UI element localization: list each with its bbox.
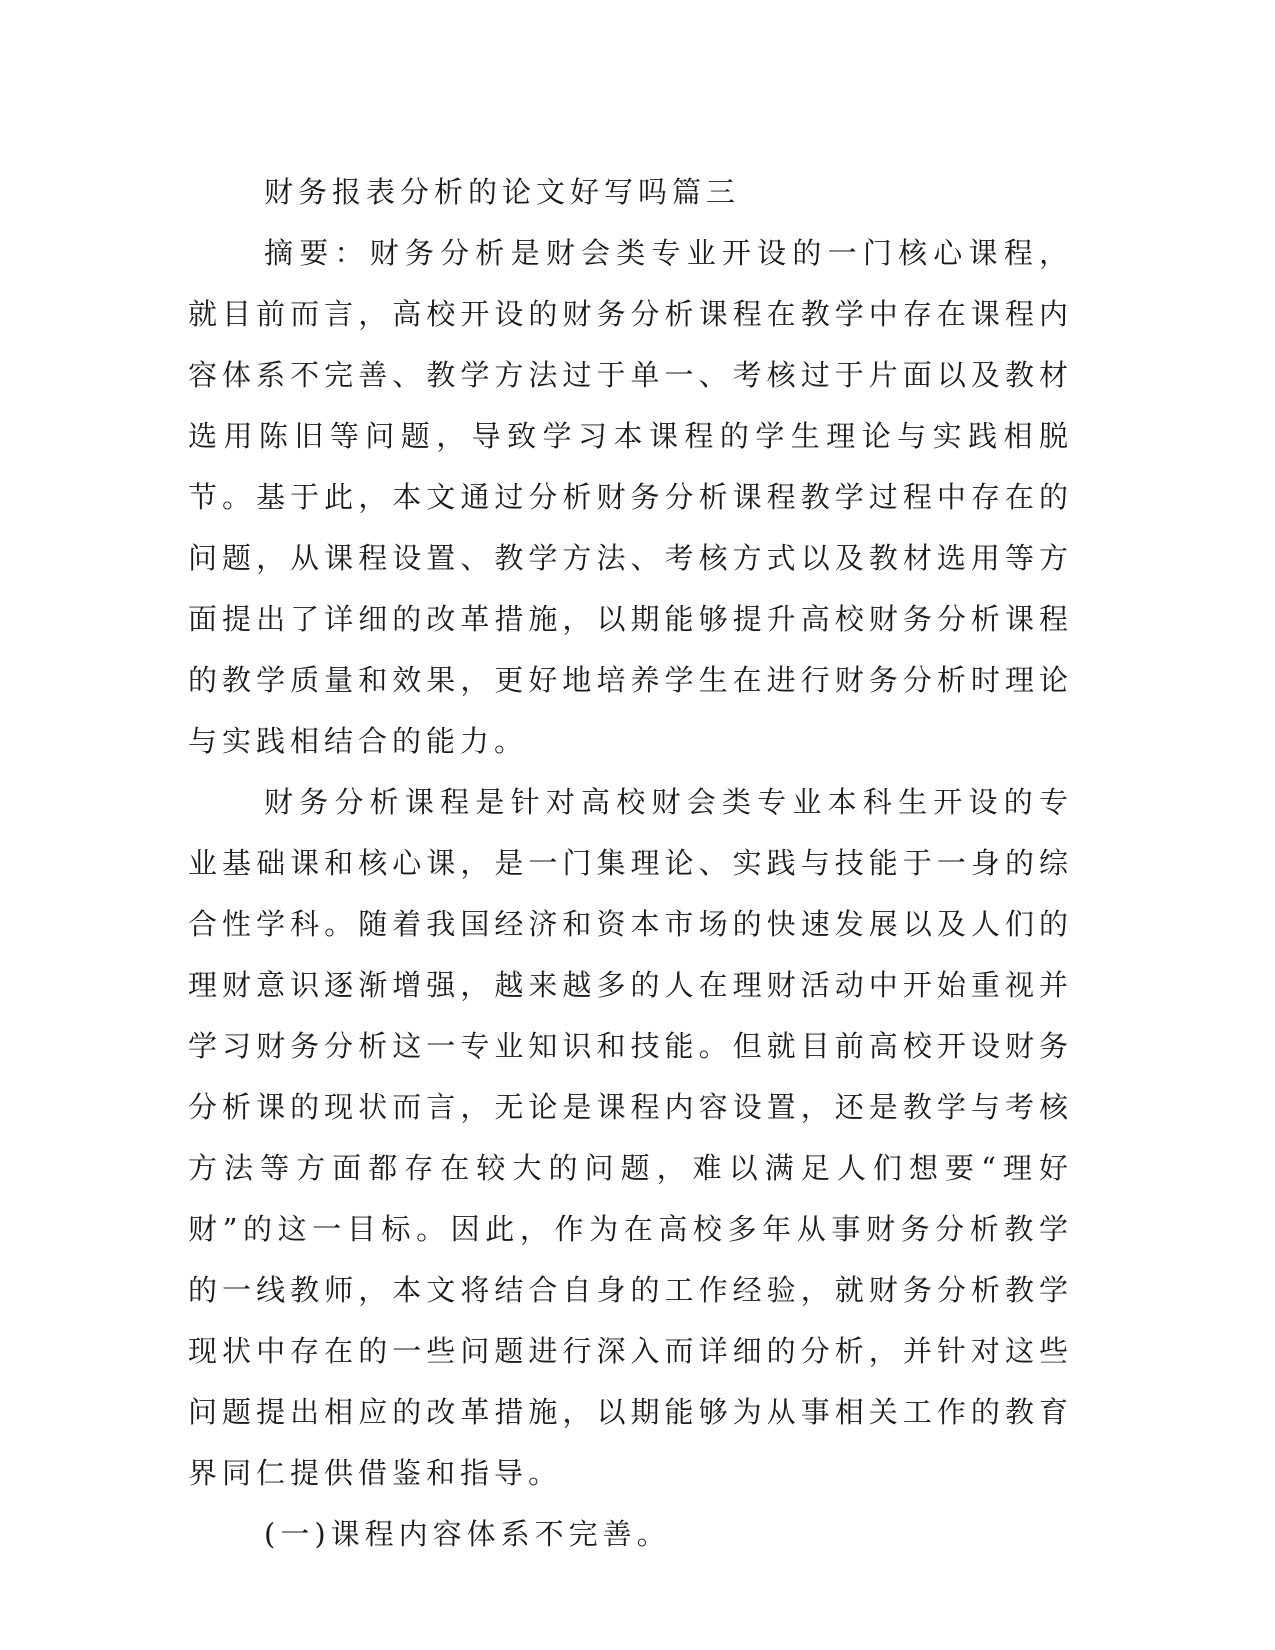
abstract-paragraph: 摘要：财务分析是财会类专业开设的一门核心课程，就目前而言，高校开设的财务分析课程在教学中存在课程内容体系不完善、教学方法过于单一、考核过于片面以及教材选用陈旧等问题，导致学习本课程的学生理论与实践相脱节。基于此，本文通过分析财务分析课程教学过程中存在的问题，从课程设置、教学方法、考核方式以及教材选用等方面提出了详细的改革措施，以期能够提升高校财务分析课程的教学质量和效果，更好地培养学生在进行财务分析时理论与实践相结合的能力。 [188, 236, 1073, 758]
intro-paragraph: 财务分析课程是针对高校财会类专业本科生开设的专业基础课和核心课，是一门集理论、实践与技能于一身的综合性学科。随着我国经济和资本市场的快速发展以及人们的理财意识逐渐增强，越来越多的人在理财活动中开始重视并学习财务分析这一专业知识和技能。但就目前高校开设财务分析课的现状而言，无论是课程内容设置，还是教学与考核方法等方面都存在较大的问题，难以满足人们想要“理好财”的这一目标。因此，作为在高校多年从事财务分析教学的一线教师，本文将结合自身的工作经验，就财务分析教学现状中存在的一些问题进行深入而详细的分析，并针对这些问题提出相应的改革措施，以期能够为从事相关工作的教育界同仁提供借鉴和指导。 [188, 785, 1073, 1490]
document-body [188, 162, 1073, 1565]
section-heading: (一)课程内容体系不完善。 [264, 1517, 671, 1551]
document-title: 财务报表分析的论文好写吗篇三 [264, 175, 741, 209]
